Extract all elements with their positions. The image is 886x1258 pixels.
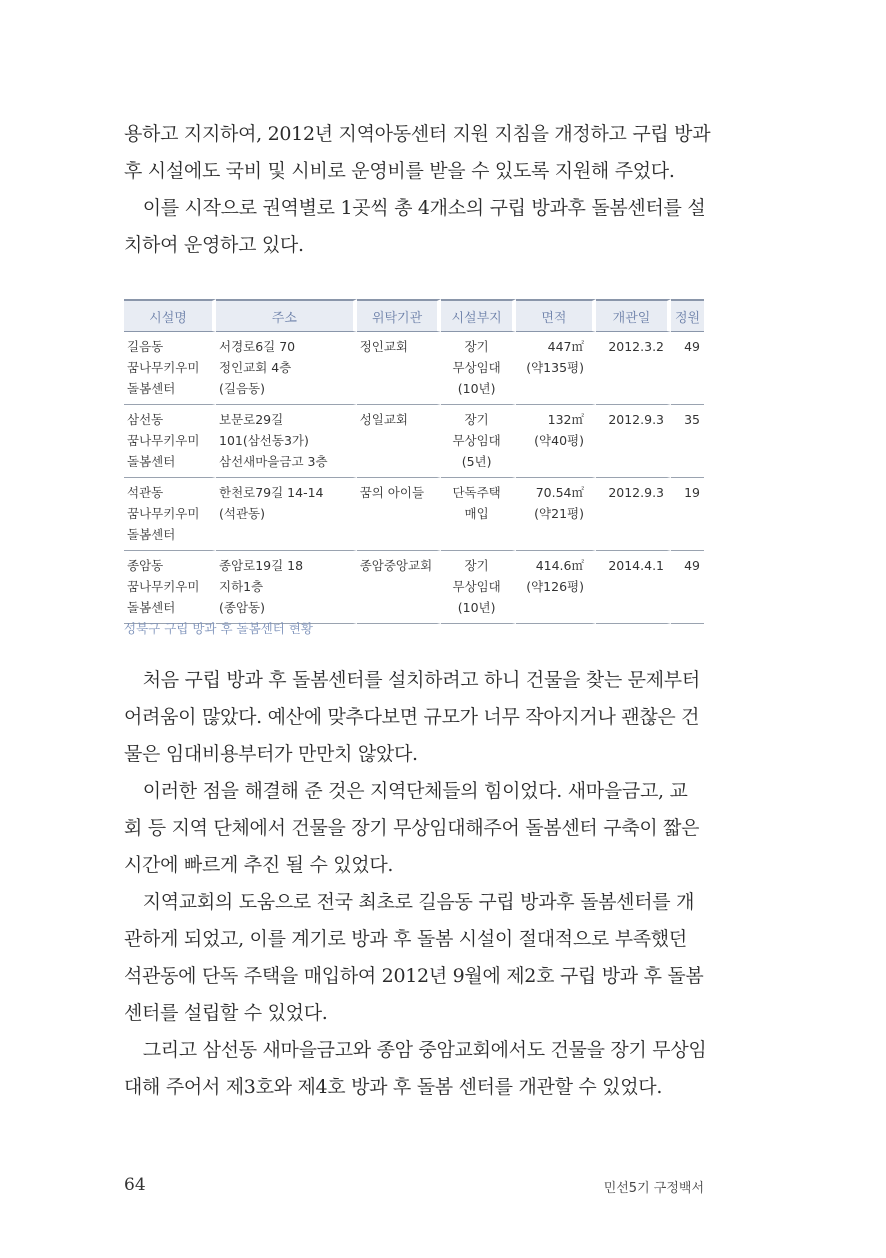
- cell-entrusted-org: 성일교회: [357, 405, 442, 478]
- cell-opening-date: 2014.4.1: [596, 551, 671, 624]
- cell-opening-date: 2012.9.3: [596, 478, 671, 551]
- cell-entrusted-org: 정인교회: [357, 332, 442, 405]
- header-facility-name: 시설명: [124, 299, 216, 332]
- text-line: 이러한 점을 해결해 준 것은 지역단체들의 힘이었다. 새마을금고, 교: [124, 780, 688, 802]
- book-title: 민선5기 구정백서: [603, 1181, 704, 1196]
- body-paragraph-1: [124, 662, 704, 773]
- cell-facility-name: 길음동 꿈나무키우미 돌봄센터: [124, 332, 216, 405]
- cell-capacity: 49: [671, 332, 704, 405]
- intro-paragraph-2: [124, 190, 704, 264]
- cell-site: 장기 무상임대 (10년): [441, 332, 515, 405]
- text-line: 지역교회의 도움으로 전국 최초로 길음동 구립 방과후 돌봄센터를 개: [124, 891, 695, 913]
- body-paragraph-2: [124, 773, 704, 884]
- table-row: [124, 405, 704, 478]
- text-line: 어려움이 많았다. 예산에 맞추다보면 규모가 너무 작아지거나 괜찮은 건: [124, 706, 700, 728]
- header-capacity: 정원: [671, 299, 704, 332]
- text-line: 후 시설에도 국비 및 시비로 운영비를 받을 수 있도록 지원해 주었다.: [124, 160, 675, 182]
- cell-facility-name: 종암동 꿈나무키우미 돌봄센터: [124, 551, 216, 624]
- cell-area: 414.6㎡ (약126평): [516, 551, 596, 624]
- facility-table: [124, 299, 704, 624]
- text-line: 처음 구립 방과 후 돌봄센터를 설치하려고 하니 건물을 찾는 문제부터: [124, 669, 700, 691]
- header-address: 주소: [216, 299, 357, 332]
- table-row: [124, 551, 704, 624]
- cell-area: 132㎡ (약40평): [516, 405, 596, 478]
- header-area: 면적: [516, 299, 596, 332]
- table-caption: 성북구 구립 방과 후 돌봄센터 현황: [124, 621, 313, 636]
- cell-address: 서경로6길 70 정인교회 4층 (길음동): [216, 332, 357, 405]
- cell-site: 장기 무상임대 (10년): [441, 551, 515, 624]
- cell-area: 70.54㎡ (약21평): [516, 478, 596, 551]
- cell-address: 한천로79길 14-14 (석관동): [216, 478, 357, 551]
- cell-entrusted-org: 꿈의 아이들: [357, 478, 442, 551]
- cell-site: 장기 무상임대 (5년): [441, 405, 515, 478]
- table-header-row: [124, 299, 704, 332]
- table-row: [124, 478, 704, 551]
- page-number: 64: [124, 1175, 146, 1195]
- text-line: 그리고 삼선동 새마을금고와 종암 중암교회에서도 건물을 장기 무상임: [124, 1039, 707, 1061]
- cell-capacity: 19: [671, 478, 704, 551]
- header-entrusted-org: 위탁기관: [357, 299, 442, 332]
- cell-area: 447㎡ (약135평): [516, 332, 596, 405]
- cell-opening-date: 2012.3.2: [596, 332, 671, 405]
- text-line: 치하여 운영하고 있다.: [124, 234, 304, 256]
- body-paragraph-3: [124, 884, 704, 1032]
- text-line: 이를 시작으로 권역별로 1곳씩 총 4개소의 구립 방과후 돌봄센터를 설: [124, 197, 706, 219]
- facility-table-container: [124, 299, 704, 624]
- cell-facility-name: 석관동 꿈나무키우미 돌봄센터: [124, 478, 216, 551]
- text-line: 대해 주어서 제3호와 제4호 방과 후 돌봄 센터를 개관할 수 있었다.: [124, 1076, 663, 1098]
- cell-address: 보문로29길 101(삼선동3가) 삼선새마을금고 3층: [216, 405, 357, 478]
- cell-capacity: 49: [671, 551, 704, 624]
- intro-paragraph-1: [124, 116, 711, 190]
- text-line: 석관동에 단독 주택을 매입하여 2012년 9월에 제2호 구립 방과 후 돌봄: [124, 965, 704, 987]
- header-site: 시설부지: [441, 299, 515, 332]
- text-line: 시간에 빠르게 추진 될 수 있었다.: [124, 854, 394, 876]
- table-row: [124, 332, 704, 405]
- text-line: 센터를 설립할 수 있었다.: [124, 1002, 328, 1024]
- text-line: 물은 임대비용부터가 만만치 않았다.: [124, 743, 418, 765]
- cell-opening-date: 2012.9.3: [596, 405, 671, 478]
- text-line: 용하고 지지하여, 2012년 지역아동센터 지원 지침을 개정하고 구립 방과: [124, 123, 711, 145]
- header-opening-date: 개관일: [596, 299, 671, 332]
- cell-address: 종암로19길 18 지하1층 (종암동): [216, 551, 357, 624]
- body-paragraph-4: [124, 1032, 707, 1106]
- text-line: 관하게 되었고, 이를 계기로 방과 후 돌봄 시설이 절대적으로 부족했던: [124, 928, 687, 950]
- cell-entrusted-org: 종암중앙교회: [357, 551, 442, 624]
- cell-capacity: 35: [671, 405, 704, 478]
- cell-facility-name: 삼선동 꿈나무키우미 돌봄센터: [124, 405, 216, 478]
- cell-site: 단독주택 매입: [441, 478, 515, 551]
- text-line: 회 등 지역 단체에서 건물을 장기 무상임대해주어 돌봄센터 구축이 짧은: [124, 817, 700, 839]
